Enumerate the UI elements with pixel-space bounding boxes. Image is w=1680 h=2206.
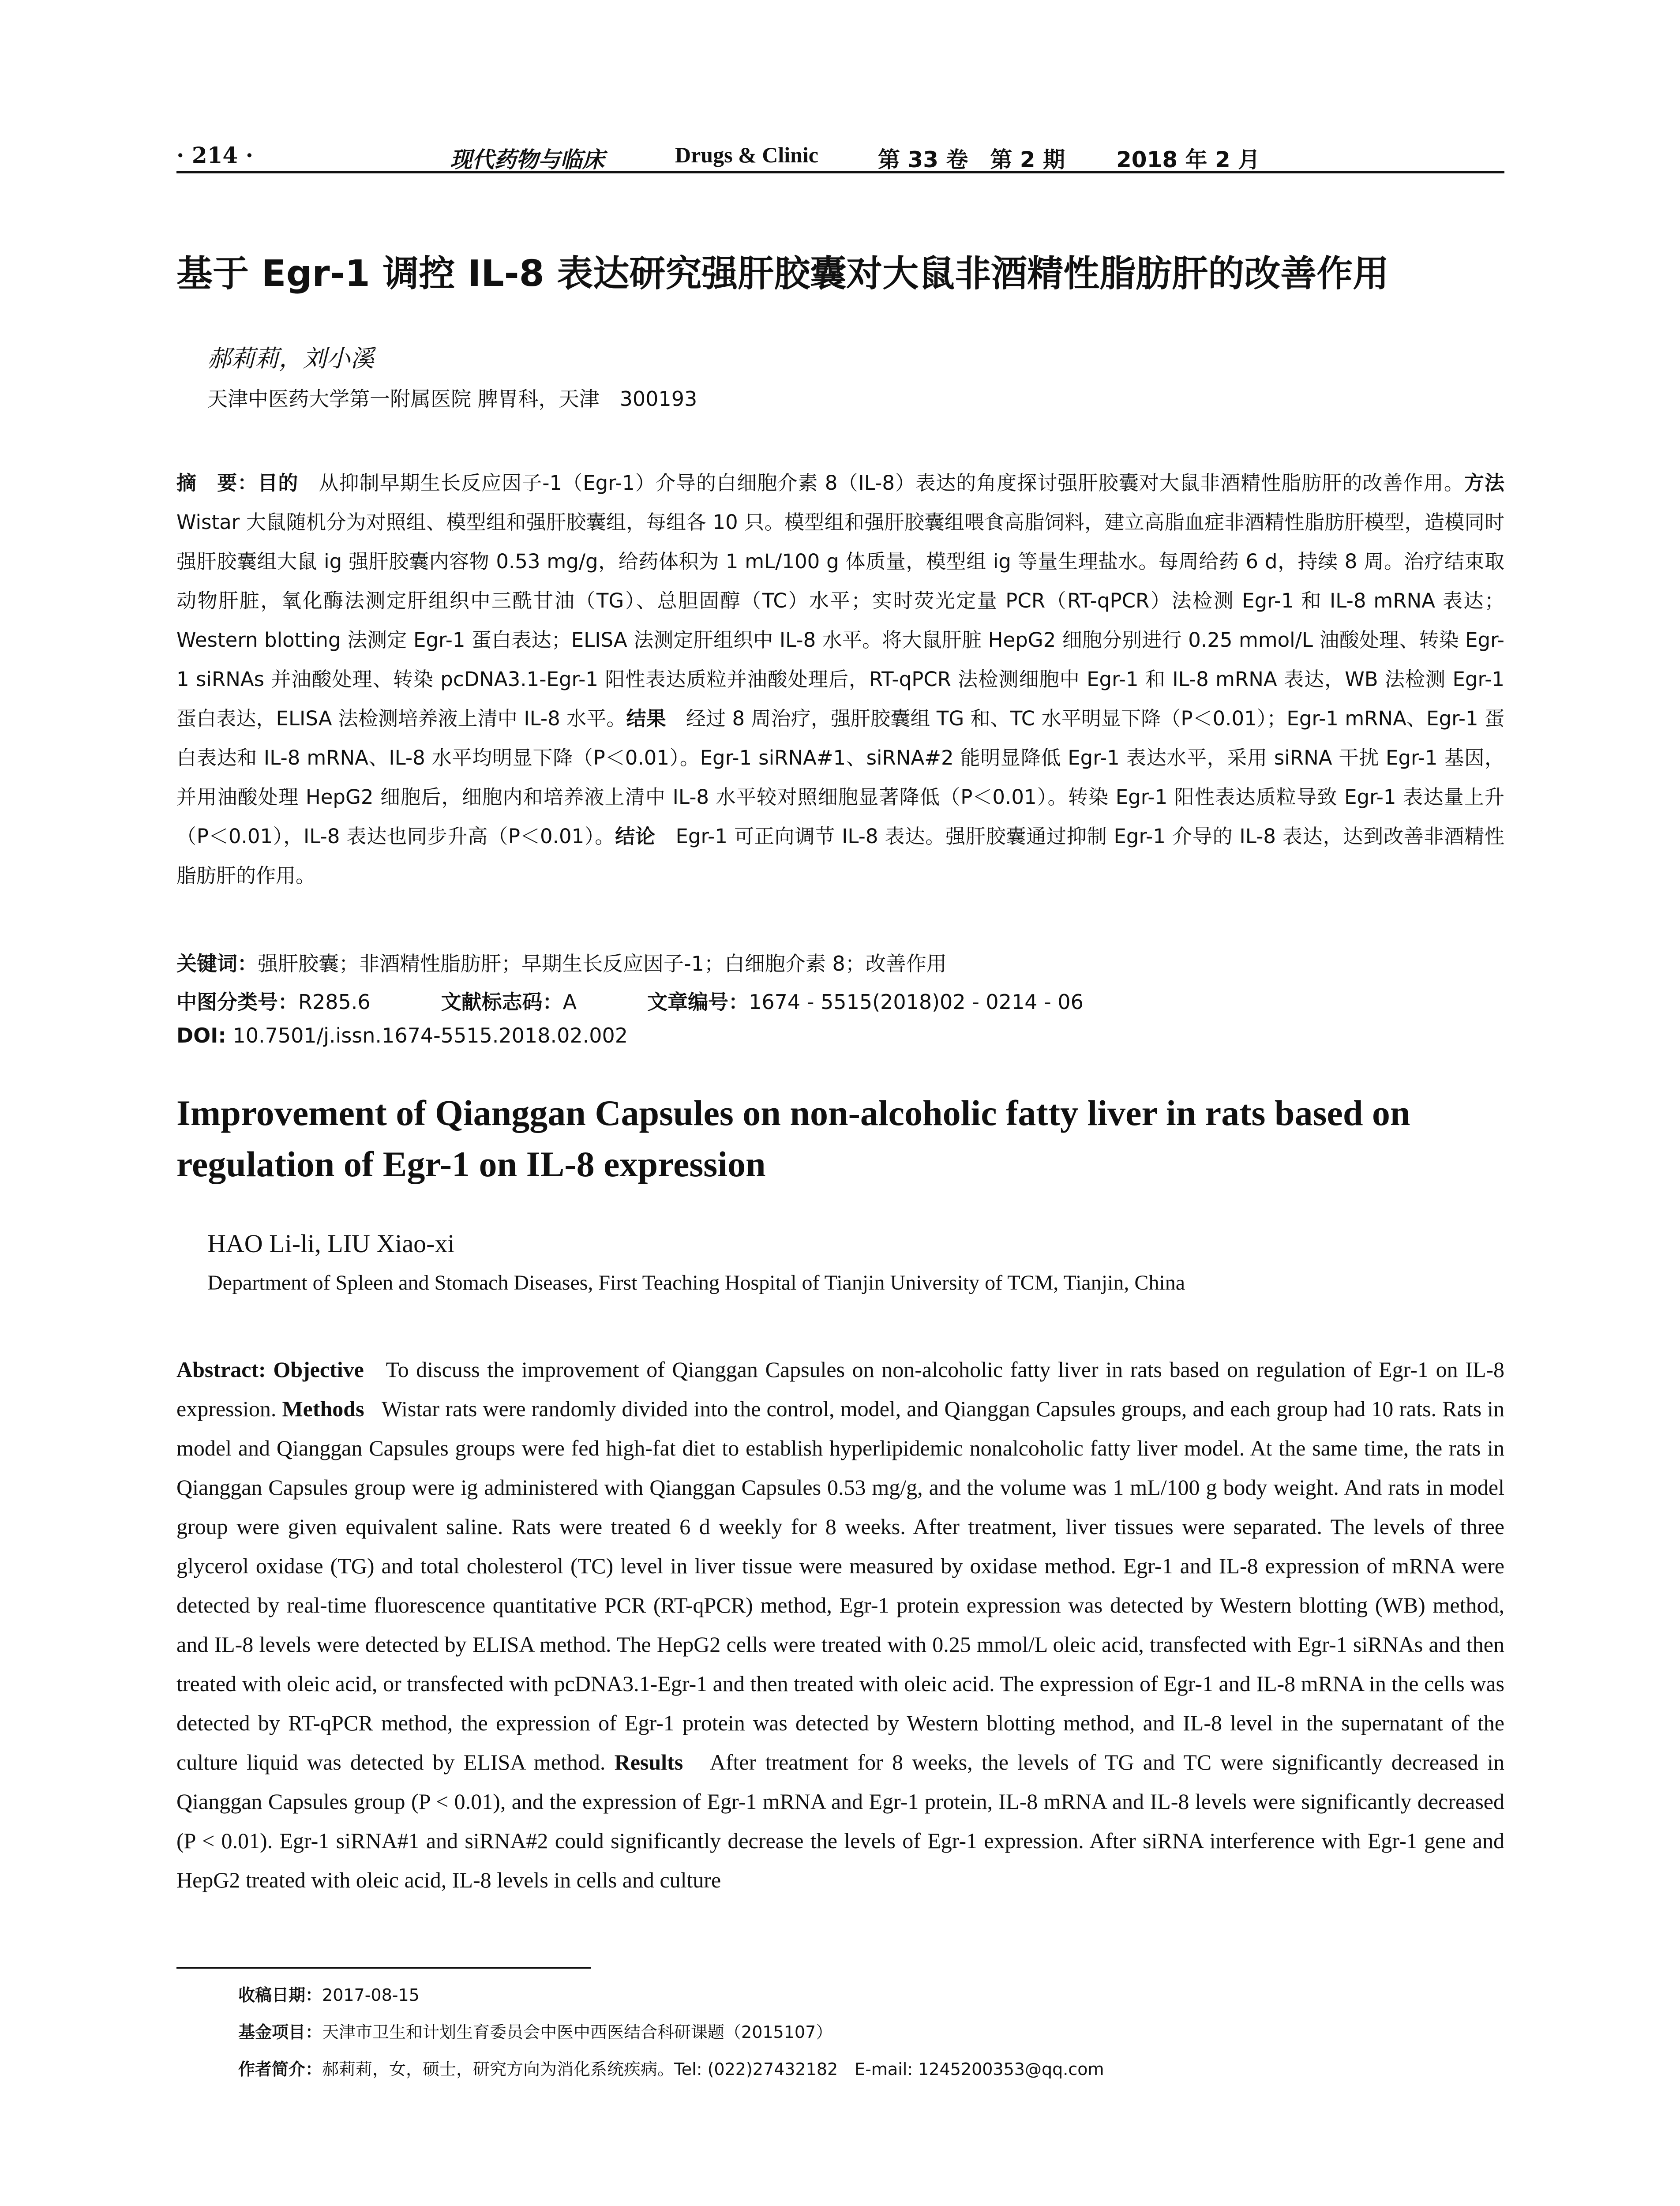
doi-line	[176, 1024, 628, 1047]
results-label-en: Results	[614, 1750, 683, 1775]
classification-line	[176, 986, 1084, 1015]
footnote-author	[238, 2051, 1104, 2088]
author-bio-label: 作者简介：	[238, 2060, 322, 2079]
methods-text-en: Wistar rats were randomly divided into the control, model, and Qianggan Capsules groups, and each group had 10 rats. Rats in model and Qianggan Capsules groups were fed high-fat diet to establish hyperlipidemic nonalcoholic fatty liver model. At the same time, the rats in Qianggan Capsules group were ig administered with Qianggan Capsules 0.53 mg/g, and the volume was 1 mL/100 g body weight. And rats in model group were given equivalent saline. Rats were treated 6 d weekly for 8 weeks. After treatment, liver tissues were separated. The levels of three glycerol oxidase (TG) and total cholesterol (TC) level in liver tissue were measured by oxidase method. Egr-1 and IL-8 expression of mRNA were detected by real-time fluorescence quantitative PCR (RT-qPCR) method, Egr-1 protein expression was detected by Western blotting (WB) method, and IL-8 levels were detected by ELISA method. The HepG2 cells were treated with 0.25 mmol/L oleic acid, transfected with Egr-1 siRNAs and then treated with oleic acid, or transfected with pcDNA3.1-Egr-1 and then treated with oleic acid. The expression of Egr-1 and IL-8 mRNA in the cells was detected by RT-qPCR method, the expression of Egr-1 protein was detected by Western blotting method, and IL-8 level in the supernatant of the culture liquid was detected by ELISA method.	[176, 1396, 1505, 1775]
received-label: 收稿日期：	[238, 1985, 322, 2005]
methods-label-en: Methods	[282, 1396, 364, 1421]
running-header	[176, 140, 1504, 173]
doc-code-value: A	[562, 990, 577, 1014]
objective-text-cn: 从抑制早期生长反应因子-1（Egr-1）介导的白细胞介素 8（IL-8）表达的角度探讨强肝胶囊对大鼠非酒精性脂肪肝的改善作用。	[319, 471, 1464, 495]
keywords-line	[176, 948, 947, 977]
objective-text-en: To discuss the improvement of Qianggan Capsules on non-alcoholic fatty liver in rats based on regulation of Egr-1 on IL-8 expression.	[176, 1357, 1505, 1421]
author-bio-text: 郝莉莉，女，硕士，研究方向为消化系统疾病。Tel: (022)27432182 E-mail: 1245200353@qq.com	[322, 2060, 1104, 2079]
objective-label-cn: 目的	[258, 471, 299, 495]
article-title-cn: 基于 Egr-1 调控 IL-8 表达研究强肝胶囊对大鼠非酒精性脂肪肝的改善作用	[176, 253, 1389, 295]
authors-en: HAO Li-li, LIU Xiao-xi	[207, 1229, 455, 1258]
keywords-text: 强肝胶囊；非酒精性脂肪肝；早期生长反应因子-1；白细胞介素 8；改善作用	[258, 952, 947, 975]
affiliation-cn: 天津中医药大学第一附属医院 脾胃科，天津 300193	[207, 387, 698, 411]
methods-label-cn: 方法	[1464, 471, 1504, 495]
issue-date: 2018 年 2 月	[1116, 147, 1260, 173]
results-text-cn: 经过 8 周治疗，强肝胶囊组 TG 和、TC 水平明显下降（P＜0.01）；Egr-1 mRNA、Egr-1 蛋白表达和 IL-8 mRNA、IL-8 水平均明显下降（P＜0.01）。Egr-1 siRNA#1、siRNA#2 能明显降低 Egr-1 表达水平，采用 siRNA 干扰 Egr-1 基因，并用油酸处理 HepG2 细胞后，细胞内和培养液上清中 IL-8 水平较对照细胞显著降低（P＜0.01）。转染 Egr-1 阳性表达质粒导致 Egr-1 表达量上升（P＜0.01），IL-8 表达也同步升高（P＜0.01）。	[176, 707, 1504, 848]
footnote-fund	[238, 2014, 1104, 2051]
footnote-rule	[176, 1967, 591, 1969]
article-no-label: 文章编号：	[647, 990, 749, 1014]
keywords-label: 关键词：	[176, 952, 258, 975]
page-number: · 214 ·	[176, 142, 253, 168]
abstract-label-cn: 摘 要：	[176, 471, 258, 495]
authors-cn: 郝莉莉，刘小溪	[207, 345, 374, 372]
methods-text-cn: Wistar 大鼠随机分为对照组、模型组和强肝胶囊组，每组各 10 只。模型组和强肝胶囊组喂食高脂饲料，建立高脂血症非酒精性脂肪肝模型，造模同时强肝胶囊组大鼠 ig 强肝胶囊内容物 0.53 mg/g，给药体积为 1 mL/100 g 体质量，模型组 ig 等量生理盐水。每周给药 6 d，持续 8 周。治疗结束取动物肝脏，氧化酶法测定肝组织中三酰甘油（TG）、总胆固醇（TC）水平；实时荧光定量 PCR（RT-qPCR）法检测 Egr-1 和 IL-8 mRNA 表达；Western blotting 法测定 Egr-1 蛋白表达；ELISA 法测定肝组织中 IL-8 水平。将大鼠肝脏 HepG2 细胞分别进行 0.25 mmol/L 油酸处理、转染 Egr-1 siRNAs 并油酸处理、转染 pcDNA3.1-Egr-1 阳性表达质粒并油酸处理后，RT-qPCR 法检测细胞中 Egr-1 和 IL-8 mRNA 表达，WB 法检测 Egr-1 蛋白表达，ELISA 法检测培养液上清中 IL-8 水平。	[176, 510, 1504, 730]
doc-code-label: 文献标志码：	[441, 990, 563, 1014]
volume-issue: 第 33 卷 第 2 期	[878, 147, 1065, 173]
received-date: 2017-08-15	[322, 1985, 420, 2005]
article-title-en: Improvement of Qianggan Capsules on non-alcoholic fatty liver in rats based on regulation of Egr-1 on IL-8 expression	[176, 1093, 1410, 1184]
doi-value: 10.7501/j.issn.1674-5515.2018.02.002	[232, 1024, 628, 1047]
affiliation-en: Department of Spleen and Stomach Diseases, First Teaching Hospital of Tianjin University of TCM, Tianjin, China	[207, 1271, 1185, 1294]
clc-label: 中图分类号：	[176, 990, 298, 1014]
journal-name-cn: 现代药物与临床	[450, 147, 604, 173]
fund-label: 基金项目：	[238, 2022, 322, 2042]
results-label-cn: 结果	[626, 707, 666, 730]
journal-name-en: Drugs & Clinic	[675, 143, 818, 167]
footnotes	[238, 1977, 1104, 2088]
abstract-cn	[176, 463, 1504, 895]
abstract-label-en: Abstract: Objective	[176, 1357, 364, 1382]
doi-label: DOI:	[176, 1024, 226, 1047]
abstract-en	[176, 1350, 1504, 1900]
article-no-value: 1674 - 5515(2018)02 - 0214 - 06	[749, 990, 1084, 1014]
conclusion-text-cn: Egr-1 可正向调节 IL-8 表达。强肝胶囊通过抑制 Egr-1 介导的 IL-8 表达，达到改善非酒精性脂肪肝的作用。	[176, 825, 1504, 887]
footnote-received	[238, 1977, 1104, 2014]
results-text-en: After treatment for 8 weeks, the levels of TG and TC were significantly decreased in Qianggan Capsules group (P < 0.01), and the expression of Egr-1 mRNA and Egr-1 protein, IL-8 mRNA and IL-8 levels were significantly decreased (P < 0.01). Egr-1 siRNA#1 and siRNA#2 could significantly decrease the levels of Egr-1 expression. After siRNA interference with Egr-1 gene and HepG2 treated with oleic acid, IL-8 levels in cells and culture	[176, 1750, 1504, 1892]
conclusion-label-cn: 结论	[615, 825, 656, 848]
fund-text: 天津市卫生和计划生育委员会中医中西医结合科研课题（2015107）	[322, 2022, 833, 2042]
clc-value: R285.6	[298, 990, 371, 1014]
